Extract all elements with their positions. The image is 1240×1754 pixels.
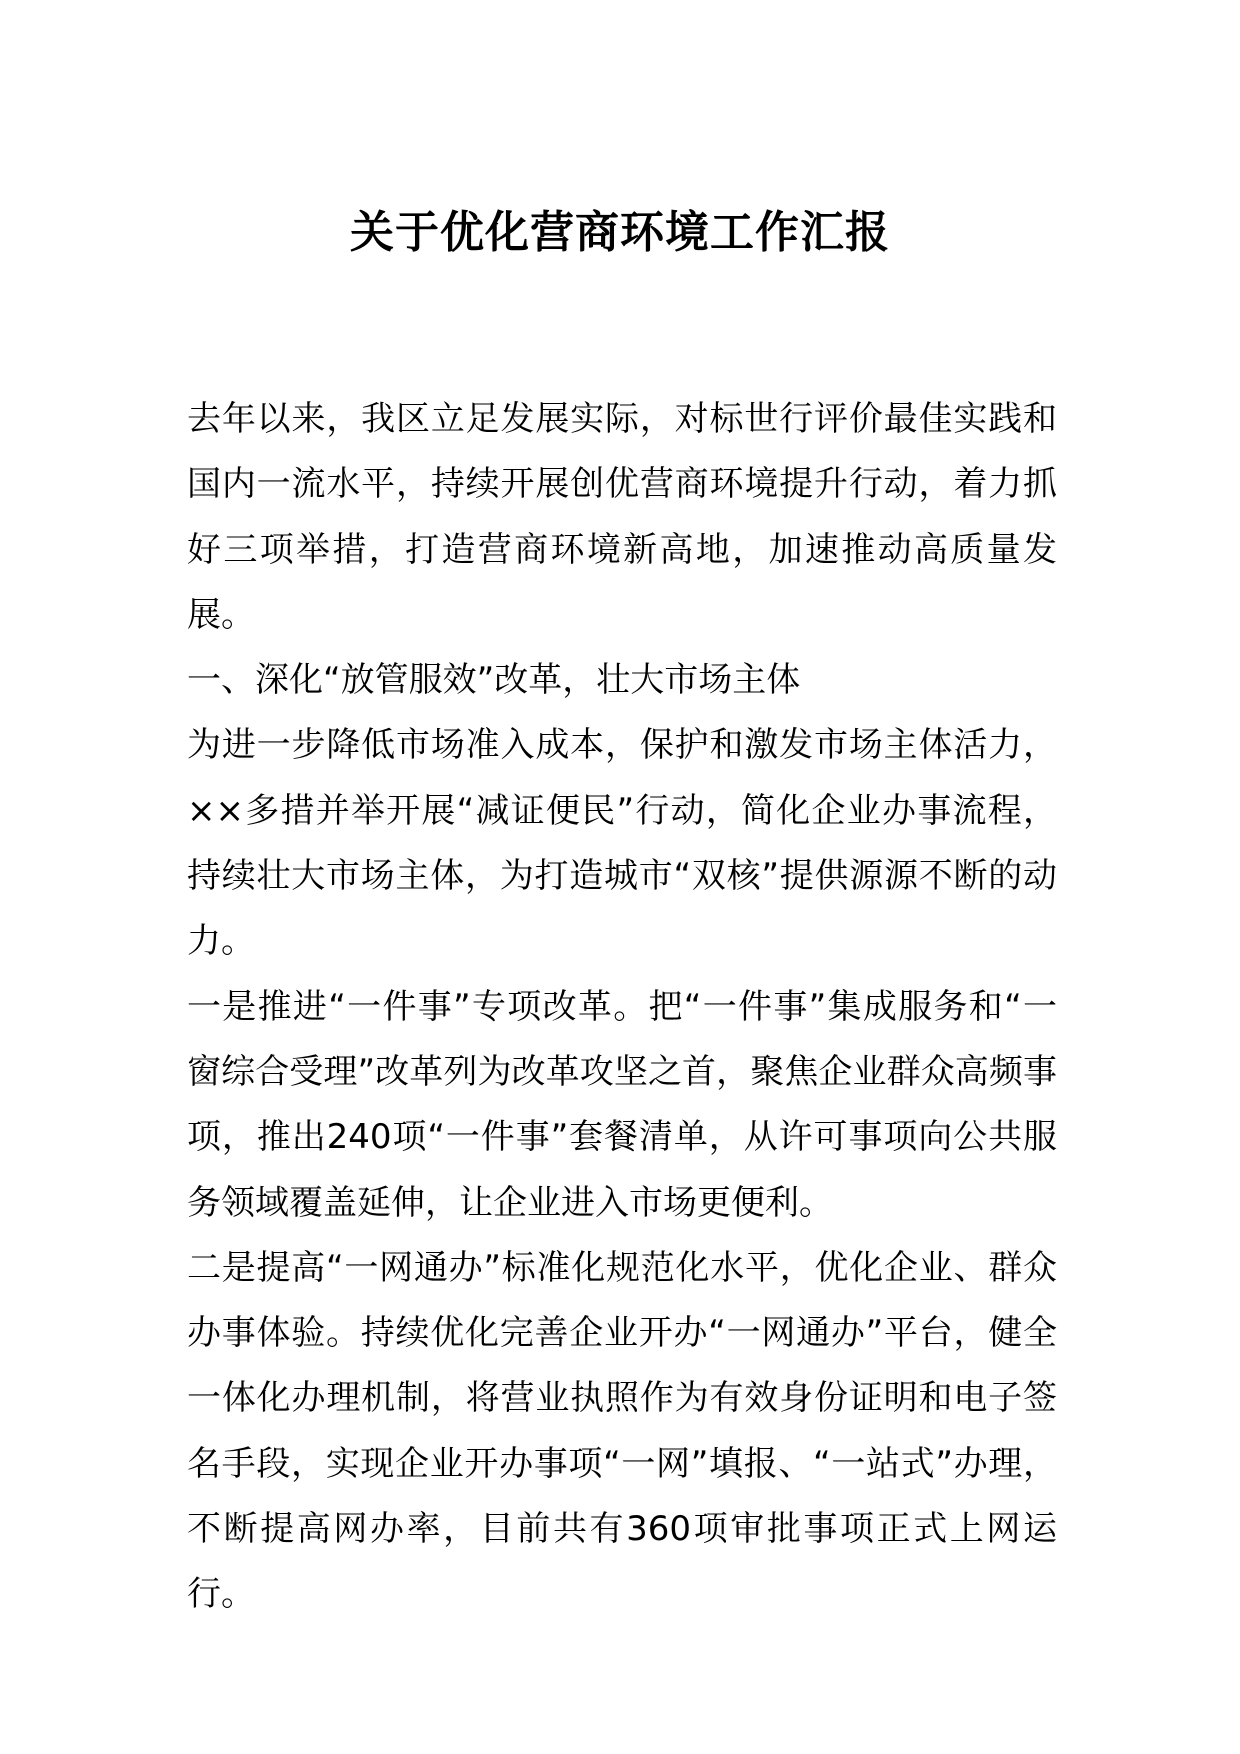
- paragraph-intro: 去年以来，我区立足发展实际，对标世行评价最佳实践和国内一流水平，持续开展创优营商环境提升行动，着力抓好三项举措，打造营商环境新高地，加速推动高质量发展。: [187, 399, 1057, 635]
- paragraph-item-2: 二是提高“一网通办”标准化规范化水平，优化企业、群众办事体验。持续优化完善企业开办“一网通办”平台，健全一体化办理机制，将营业执照作为有效身份证明和电子签名手段，实现企业开办事项“一网”填报、“一站式”办理，不断提高网办率，目前共有360项审批事项正式上网运行。: [187, 1247, 1057, 1615]
- paragraph-section-1: 为进一步降低市场准入成本，保护和激发市场主体活力，××多措并举开展“减证便民”行动，简化企业办事流程，持续壮大市场主体，为打造城市“双核”提供源源不断的动力。: [187, 725, 1057, 962]
- paragraph-item-1: 一是推进“一件事”专项改革。把“一件事”集成服务和“一窗综合受理”改革列为改革攻坚之首，聚焦企业群众高频事项，推出240项“一件事”套餐清单，从许可事项向公共服务领域覆盖延伸，让企业进入市场更便利。: [187, 986, 1057, 1223]
- section-heading-1: 一、深化“放管服效”改革，壮大市场主体: [187, 660, 801, 701]
- document-title: 关于优化营商环境工作汇报: [350, 207, 890, 258]
- document-body: [187, 387, 1057, 1628]
